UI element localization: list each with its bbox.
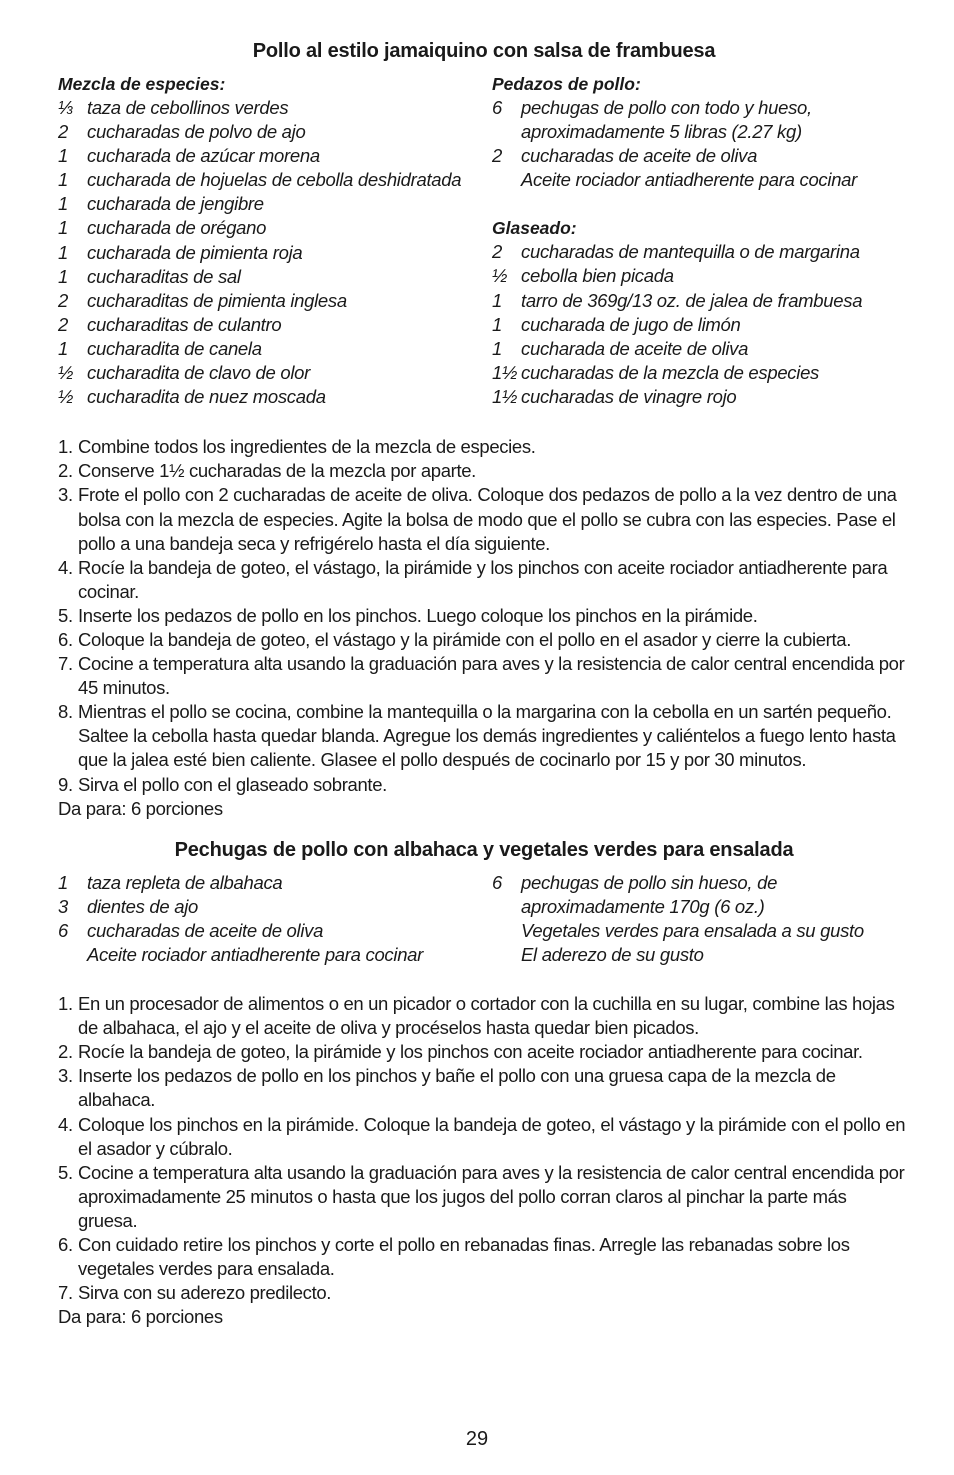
- ingredient-quantity: [492, 120, 521, 144]
- step-number: 6.: [58, 1234, 73, 1256]
- ingredient-quantity: 1: [58, 241, 68, 263]
- ingredient-quantity: 1: [58, 217, 68, 239]
- instruction-step: [58, 1064, 910, 1112]
- step-text: Coloque la bandeja de goteo, el vástago y la pirámide con el pollo en el asador y cierre la cubierta.: [78, 628, 851, 650]
- chicken-pieces-heading: Pedazos de pollo:: [492, 74, 641, 94]
- ingredient-quantity: 2: [58, 313, 68, 335]
- step-number: 3.: [58, 1065, 73, 1087]
- step-text: Rocíe la bandeja de goteo, la pirámide y los pinchos con aceite rociador antiadherente para cocinar.: [78, 1041, 863, 1063]
- step-text: Inserte los pedazos de pollo en los pinchos. Luego coloque los pinchos en la pirámide.: [78, 604, 758, 626]
- step-text: Con cuidado retire los pinchos y corte el pollo en rebanadas finas. Arregle las rebanadas sobre los vegetales verdes para ensalada.: [78, 1234, 850, 1280]
- ingredient-text: cucharada de jugo de limón: [521, 313, 741, 335]
- ingredient-item: [492, 385, 910, 409]
- spice-mix-list: [58, 96, 492, 409]
- step-number: 5.: [58, 604, 73, 626]
- ingredient-quantity: 2: [58, 289, 68, 311]
- ingredient-quantity: 1½: [492, 385, 518, 407]
- ingredient-quantity: 2: [58, 121, 68, 143]
- step-number: 3.: [58, 484, 73, 506]
- ingredient-quantity: [492, 919, 521, 943]
- ingredient-quantity: 6: [492, 97, 502, 118]
- ingredient-text: cucharadita de clavo de olor: [87, 362, 310, 384]
- step-number: 8.: [58, 701, 73, 723]
- instruction-step: [58, 773, 910, 797]
- ingredient-quantity: 1: [492, 337, 502, 359]
- step-text: Cocine a temperatura alta usando la graduación para aves y la resistencia de calor central encendida por aproximadamente 25 minutos o hasta que los jugos del pollo corran claros al pinchar la parte más gruesa.: [78, 1161, 905, 1231]
- ingredient-text: cucharaditas de pimienta inglesa: [87, 289, 347, 311]
- step-number: 4.: [58, 556, 73, 578]
- ingredient-item: [492, 337, 910, 361]
- instruction-step: [58, 556, 910, 604]
- ingredient-quantity: [492, 943, 521, 967]
- ingredient-item: [58, 385, 492, 409]
- ingredient-item: [58, 120, 492, 144]
- ingredient-text: cucharadita de canela: [87, 337, 262, 359]
- ingredient-quantity: 6: [58, 919, 68, 941]
- instruction-step: [58, 628, 910, 652]
- step-text: Inserte los pedazos de pollo en los pinchos y bañe el pollo con una gruesa capa de la mezcla de albahaca.: [78, 1065, 836, 1111]
- instruction-step: [58, 1161, 910, 1233]
- spice-mix-heading: Mezcla de especies:: [58, 74, 226, 94]
- recipe1-right-column: [492, 72, 910, 409]
- ingredient-item: [492, 120, 910, 144]
- glaze-list: [492, 240, 910, 409]
- step-text: Mientras el pollo se cocina, combine la mantequilla o la margarina con la cebolla en un sartén pequeño. Saltee la cebolla hasta quedar blanda. Agregue los demás ingredientes y caliéntelos a fuego lento hasta que la jalea esté bien caliente. Glasee el pollo después de cocinarlo por 15 y por 30 minutos.: [78, 701, 896, 771]
- ingredient-quantity: ½: [492, 265, 508, 287]
- ingredient-text: cucharaditas de sal: [87, 265, 241, 287]
- ingredient-text: pechugas de pollo sin hueso, de: [521, 871, 778, 893]
- ingredient-item: [492, 361, 910, 385]
- step-number: 7.: [58, 1282, 73, 1304]
- ingredient-item: [492, 144, 910, 168]
- recipe2-title: Pechugas de pollo con albahaca y vegetales verdes para ensalada: [174, 838, 794, 861]
- ingredient-item: [492, 289, 910, 313]
- ingredient-quantity: 1: [58, 193, 68, 215]
- recipe2-right-list: [492, 871, 910, 967]
- step-number: 1.: [58, 436, 73, 458]
- ingredient-item: [58, 289, 492, 313]
- recipe2-steps: [58, 992, 910, 1305]
- ingredient-item: [58, 168, 492, 192]
- ingredient-item: [58, 895, 492, 919]
- recipe2-left-list: [58, 871, 492, 967]
- ingredient-text: cebolla bien picada: [521, 265, 674, 287]
- recipe2-yield: Da para: 6 porciones: [58, 1306, 223, 1328]
- instruction-step: [58, 1040, 910, 1064]
- instruction-step: [58, 483, 910, 555]
- ingredient-item: [58, 265, 492, 289]
- ingredient-text: aproximadamente 5 libras (2.27 kg): [521, 121, 802, 143]
- page-number: 29: [465, 1428, 489, 1450]
- step-number: 2.: [58, 460, 73, 482]
- ingredient-quantity: [58, 943, 87, 967]
- instruction-step: [58, 1233, 910, 1281]
- ingredient-text: cucharadas de mantequilla o de margarina: [521, 241, 860, 263]
- ingredient-item: [492, 240, 910, 264]
- instruction-step: [58, 1281, 910, 1305]
- ingredient-text: cucharada de orégano: [87, 217, 267, 239]
- ingredient-text: cucharada de pimienta roja: [87, 241, 303, 263]
- step-text: Rocíe la bandeja de goteo, el vástago, la pirámide y los pinchos con aceite rociador antiadherente para cocinar.: [78, 556, 888, 602]
- chicken-pieces-list: [492, 96, 910, 192]
- ingredient-text: tarro de 369g/13 oz. de jalea de frambuesa: [521, 289, 863, 311]
- ingredient-item: [58, 919, 492, 943]
- step-number: 6.: [58, 628, 73, 650]
- ingredient-quantity: 2: [492, 241, 502, 263]
- ingredient-item: [58, 216, 492, 240]
- ingredient-quantity: 2: [492, 145, 502, 167]
- recipe-page: [58, 38, 910, 1329]
- instruction-step: [58, 604, 910, 628]
- step-number: 5.: [58, 1161, 73, 1183]
- ingredient-text: Aceite rociador antiadherente para cocinar: [521, 169, 858, 191]
- step-number: 1.: [58, 993, 73, 1015]
- ingredient-item: [58, 96, 492, 120]
- ingredient-quantity: 1: [58, 265, 68, 287]
- instruction-step: [58, 700, 910, 772]
- ingredient-quantity: 1: [58, 169, 68, 191]
- ingredient-quantity: 1: [492, 313, 502, 335]
- recipe1-title: Pollo al estilo jamaiquino con salsa de frambuesa: [252, 40, 716, 62]
- step-text: Combine todos los ingredientes de la mezcla de especies.: [78, 436, 536, 458]
- instruction-step: [58, 435, 910, 459]
- ingredient-quantity: [492, 168, 521, 192]
- ingredient-text: dientes de ajo: [87, 895, 199, 917]
- ingredient-item: [492, 919, 910, 943]
- ingredient-item: [58, 241, 492, 265]
- ingredient-text: cucharada de azúcar morena: [87, 145, 320, 167]
- ingredient-item: [492, 313, 910, 337]
- ingredient-text: cucharadas de aceite de oliva: [521, 145, 758, 167]
- recipe1-steps: [58, 435, 910, 796]
- ingredient-text: cucharada de hojuelas de cebolla deshidratada: [87, 169, 462, 191]
- ingredient-text: pechugas de pollo con todo y hueso,: [521, 97, 812, 118]
- ingredient-item: [492, 264, 910, 288]
- ingredient-quantity: 1: [58, 337, 68, 359]
- ingredient-item: [492, 96, 910, 120]
- ingredient-item: [58, 144, 492, 168]
- ingredient-quantity: 1: [58, 145, 68, 167]
- step-text: Cocine a temperatura alta usando la graduación para aves y la resistencia de calor central encendida por 45 minutos.: [78, 653, 905, 699]
- recipe2-right-column: [492, 871, 910, 967]
- ingredient-text: cucharada de jengibre: [87, 193, 264, 215]
- ingredient-item: [58, 192, 492, 216]
- step-number: 7.: [58, 653, 73, 675]
- ingredient-item: [58, 337, 492, 361]
- step-text: Coloque los pinchos en la pirámide. Coloque la bandeja de goteo, el vástago y la pirámide con el pollo en el asador y cúbralo.: [78, 1113, 906, 1159]
- ingredient-item: [492, 871, 910, 895]
- ingredient-text: cucharadas de aceite de oliva: [87, 919, 324, 941]
- recipe1-left-column: [58, 72, 492, 409]
- ingredient-item: [492, 168, 910, 192]
- ingredient-text: aproximadamente 170g (6 oz.): [521, 895, 765, 917]
- step-number: 4.: [58, 1113, 73, 1135]
- ingredient-text: cucharadas de la mezcla de especies: [521, 361, 820, 383]
- ingredient-text: cucharaditas de culantro: [87, 313, 282, 335]
- ingredient-item: [58, 313, 492, 337]
- instruction-step: [58, 992, 910, 1040]
- ingredient-item: [58, 871, 492, 895]
- step-text: Frote el pollo con 2 cucharadas de aceite de oliva. Coloque dos pedazos de pollo a la vez dentro de una bolsa con la mezcla de especies. Agite la bolsa de modo que el pollo se cubra con las especies. Pase el pollo a una bandeja seca y refrigérelo hasta el día siguiente.: [78, 484, 897, 554]
- recipe2-ingredients: [58, 871, 910, 967]
- step-text: Sirva el pollo con el glaseado sobrante.: [78, 773, 387, 795]
- ingredient-text: taza repleta de albahaca: [87, 871, 283, 893]
- ingredient-text: Aceite rociador antiadherente para cocinar: [87, 944, 424, 965]
- ingredient-text: cucharadas de vinagre rojo: [521, 385, 737, 407]
- step-text: Sirva con su aderezo predilecto.: [78, 1282, 332, 1304]
- ingredient-quantity: ½: [58, 362, 74, 384]
- glaze-heading: Glaseado:: [492, 218, 577, 239]
- ingredient-text: cucharadas de polvo de ajo: [87, 121, 306, 143]
- ingredient-item: [58, 943, 492, 967]
- recipe1-ingredients: [58, 72, 910, 409]
- ingredient-quantity: ½: [58, 386, 74, 408]
- ingredient-quantity: [492, 895, 521, 919]
- ingredient-quantity: 1: [58, 871, 68, 893]
- ingredient-item: [492, 943, 910, 967]
- recipe1-yield: Da para: 6 porciones: [58, 797, 223, 819]
- ingredient-quantity: ⅓: [58, 97, 74, 118]
- step-text: Conserve 1½ cucharadas de la mezcla por aparte.: [78, 460, 476, 482]
- ingredient-text: El aderezo de su gusto: [521, 944, 704, 965]
- ingredient-text: Vegetales verdes para ensalada a su gusto: [521, 919, 864, 941]
- step-number: 2.: [58, 1041, 73, 1063]
- ingredient-quantity: 3: [58, 895, 68, 917]
- recipe2-left-column: [58, 871, 492, 967]
- instruction-step: [58, 652, 910, 700]
- step-number: 9.: [58, 773, 73, 795]
- instruction-step: [58, 459, 910, 483]
- instruction-step: [58, 1113, 910, 1161]
- ingredient-text: taza de cebollinos verdes: [87, 97, 289, 118]
- ingredient-item: [58, 361, 492, 385]
- ingredient-text: cucharadita de nuez moscada: [87, 386, 326, 408]
- ingredient-quantity: 6: [492, 871, 502, 893]
- ingredient-text: cucharada de aceite de oliva: [521, 337, 749, 359]
- ingredient-item: [492, 895, 910, 919]
- step-text: En un procesador de alimentos o en un picador o cortador con la cuchilla en su lugar, combine las hojas de albahaca, el ajo y el aceite de oliva y procéselos hasta quedar bien picados.: [78, 993, 895, 1039]
- ingredient-quantity: 1½: [492, 361, 518, 383]
- ingredient-quantity: 1: [492, 289, 502, 311]
